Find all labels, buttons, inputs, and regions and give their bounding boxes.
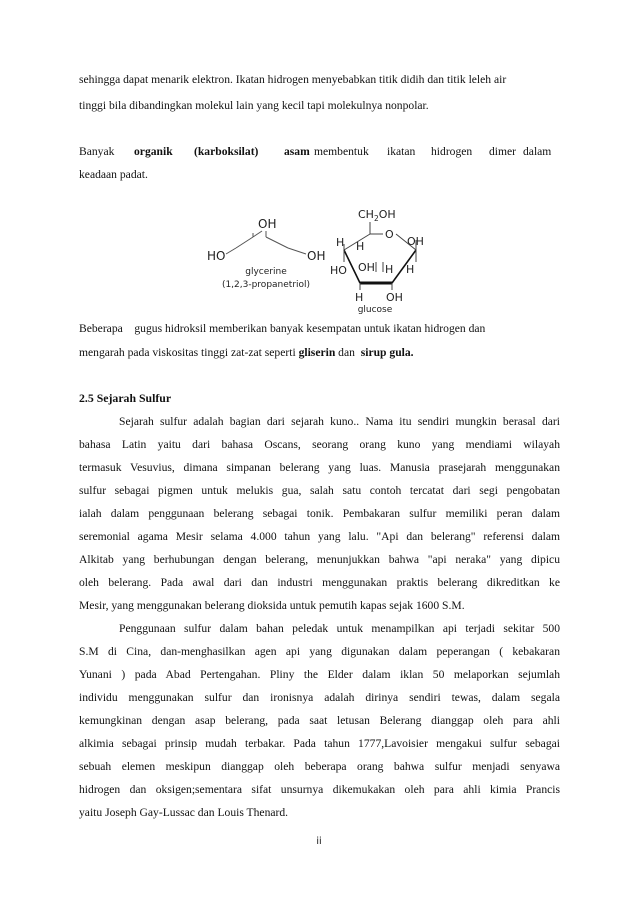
glycerine-ho-left: HO [207,249,226,263]
section-para-a-line: Alkitab yang berhubungan dengan belerang, menunjukkan bahwa "api neraka" yang dipicu [79,553,560,566]
glucose-name: glucose [357,305,393,315]
word-bold: (karboksilat) [194,145,259,158]
paragraph-3-line-1 [79,321,560,337]
word: ikatan [387,145,416,158]
section-para-b-line: kemungkinan dengan asap belerang, pada saat letusan Belerang dianggap oleh para ahli [79,714,560,727]
term-gliserin: gliserin [298,346,336,359]
word: Banyak [79,145,115,158]
word-bold: organik [134,145,173,158]
glucose-h-inner-right: H [385,263,394,276]
section-heading: 2.5 Sejarah Sulfur [79,391,172,405]
paragraph-2-line-2: keadaan padat. [79,168,148,181]
section-para-b-line: individu menggunakan sulfur dan ironisnya adalah dirinya sendiri tewas, dalam segala [79,691,560,704]
section-para-a-line: Sejarah sulfur adalah bagian dari sejarah kuno.. Nama itu sendiri mungkin berasal dari [119,415,560,428]
section-para-a-line: sulfur sebagai pigmen untuk melukis gua, salah satu contoh tercatat dari segi pengobatan [79,484,560,497]
text-segment: mengarah pada viskositas tinggi zat-zat seperti [79,346,299,359]
paragraph-3-line-2 [79,345,560,361]
glucose-h-right: H [406,263,415,276]
text-segment: gugus hidroksil memberikan banyak kesempatan untuk ikatan hidrogen dan [134,322,486,335]
glucose-h-inner: H [356,240,365,253]
paragraph-1-line-2: tinggi bila dibandingkan molekul lain yang kecil tapi molekulnya nonpolar. [79,99,429,112]
text-segment: dan [335,346,358,359]
glucose-h-upper-left: H [336,236,345,249]
glycerine-oh-right: OH [307,249,326,263]
word: hidrogen [431,145,473,158]
word: membentuk [314,145,369,158]
section-para-a-line: seremonial agama Mesir selama 4.000 tahun yang lalu. "Api dan belerang" referensi dalam [79,530,560,543]
section-para-b-line: Penggunaan sulfur dalam bahan peledak untuk menampilkan api terjadi sekitar 500 [119,622,560,635]
glucose-ho-left: HO [330,264,347,277]
section-para-b-line: hidrogen dan oksigen;sementara sifat unsurnya dikemukakan oleh para ahli kimia Prancis [79,783,560,796]
section-para-a-line: Mesir, yang menggunakan belerang dioksida untuk pemutih kapas sejak 1600 S.M. [79,599,465,612]
glucose-structure [330,208,424,315]
paragraph-1-line-1: sehingga dapat menarik elektron. Ikatan hidrogen menyebabkan titik didih dan titik leleh air [79,73,507,86]
section-para-a-line: termasuk Vesuvius, dimana simpanan belerang yang luas. Manusia prasejarah menggunakan [79,461,560,474]
section-para-a-line: bahasa Latin yaitu dari bahasa Oscans, seorang orang kuno yang mendiami wilayah [79,438,560,451]
term-sirup-gula: sirup gula. [360,346,414,359]
section-para-a-line: oleh belerang. Pada awal dari dan industri menggunakan praktis belerang dikreditkan ke [79,576,560,589]
glycerine-name: glycerine [245,267,287,277]
section-para-b-line: alkimia sebagai prinsip mudah terbakar. Pada tahun 1777,Lavoisier mengakui sulfur sebagai [79,737,560,750]
glycerine-oh-top: OH [258,217,277,231]
page-number: ii [316,836,322,847]
section-para-a-line: ialah dalam penggunaan belerang sebagai tonik. Pembakaran sulfur memiliki peran dalam [79,507,560,520]
glucose-oh-right: OH [407,235,424,248]
glucose-ch2oh-label: $CH_2OH$ [358,208,396,223]
word-bold: asam [284,145,310,158]
section-para-b-line: sebuah elemen meskipun dianggap oleh beberapa orang bahwa sulfur menjadi senyawa [79,760,560,773]
glucose-oh-bottom: OH [386,291,403,304]
glucose-ring-oxygen: O [385,228,394,241]
section-para-b-line: S.M di Cina, dan-menghasilkan agen api yang digunakan dalam peperangan ( kebakaran [79,645,560,658]
glycerine-iupac-name: (1,2,3-propanetriol) [221,280,311,290]
glucose-oh-inner: OH [358,261,375,274]
word: dalam [523,145,552,158]
word: dimer [489,145,517,158]
section-para-b-line: yaitu Joseph Gay-Lussac dan Louis Thenard. [79,806,289,819]
glucose-h-bottom: H [355,291,364,304]
glycerine-structure [207,217,325,290]
section-para-b-line: Yunani ) pada Abad Pertengahan. Pliny the Elder dalam iklan 50 melaporkan sejumlah [79,668,560,681]
text-segment: Beberapa [79,322,123,335]
